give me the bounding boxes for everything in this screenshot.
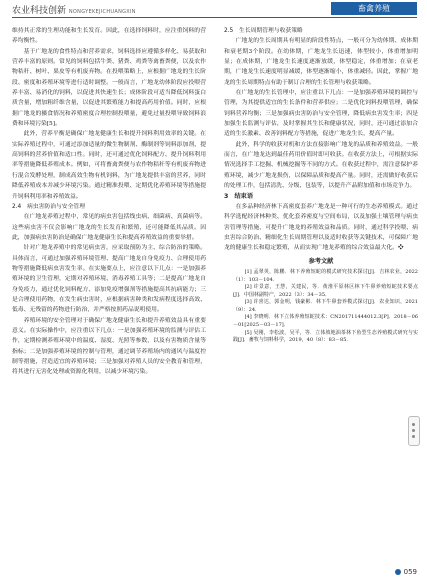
paragraph: 在多品种经济林下高密度套养广地龙是一种可行的生态养殖模式。通过科学选配经济林种类、优化套养密度与空间布局，以及加强土壤管理与病虫害管理等措施，可提升广地龙的养殖效益和品质。同时，通过科学投喂、病虫害综合防治、精细化生长周期管理以及适时收获等关键技术，可保障广地龙的健康生长和稳定繁殖，从而实现广地龙养殖的综合效益最大化。❖ xyxy=(224,203,418,252)
reference-item: [5] 吴刚，李松波，吴平，等．立体坡地油茶林下鱼型生态养殖模式研究与实践[J]．畜牧与饲料科学，2019，40（8）：83－85． xyxy=(233,329,418,344)
left-column xyxy=(12,26,206,378)
references-heading: 参考文献 xyxy=(308,257,334,265)
paragraph: 养殖环境的安全管理对于确保广地龙健康生长和提升养殖效益具有重要意义。在实际操作中，应注重以下几点：一是加强养殖环境的监测与评估工作，定期检测养殖环境中的温度、湿度、光照等参数，以及有害物质含量等指标；二是加强养殖环境的控制与管理，通过调节养殖场内的通风与温度控制等措施，营造适宜的养殖环境；三是加强对养殖人员的安全教育和管理，将其进行无害化处理或资源化利用，以减少环境污染。 xyxy=(12,317,206,376)
reference-item: [1] 孟翠英，陈鹏．林下养殖短蛇的模式研究技术探讨[J]．吉林农业，2022（1）：103－104． xyxy=(233,268,418,283)
reference-item: [2] 许景意，王慧，关建民，等．黄淮平原林区林下牛鼻养殖短蛇技术要点[J]．中国林副特产，2022（3）：34－35． xyxy=(233,284,418,298)
paragraph: 维持其正常的生理功能和生长发育。因此，在选择饲料时，应注重饲料的营养均衡性。 xyxy=(12,28,206,45)
journal-name: 农业科技创新 xyxy=(12,6,67,16)
paragraph: 基于广地龙的食性特点和营养需求，饲料选择应遵循多样化、易获取和营养丰富的原则。常见的饲料包括牛粪、猪粪、鸡粪等禽畜粪便，以及农作物秸秆、树叶、果皮等有机废弃物。在投喂策略上，应根据广地龙的生长阶段、密度和养殖环境等进行适时调整。一般而言，广地龙幼体阶段应投喂营养丰富、易消化的饲料，以促进其快速生长；成体阶段可适当降低饲料蛋白质含量，增加粗纤维含量，以促进其繁殖能力和提高药用价值。同时，应根据广地龙的摄食情况和养殖密度合理控制投喂量，避免过量投喂导致饲料浪费和环境污染[5]。 xyxy=(12,48,206,128)
paragraph: 此外，营养平衡是确保广地龙健康生长和提升饲料利用效率的关键。在实际养殖过程中，可通过添加适量的微生物制剂、酶制剂等饲料添加剂，提高饲料的营养价值和适口性。同时，还可通过优化饲料配方、提升饲料利用率等措施降低养殖成本。例如，可将畜禽粪便与农作物秸秆等有机废弃物进行混合发酵处理，制成高效生物有机饲料，为广地龙提供丰富的营养，同时降低养殖成本并减少环境污染。通过精准投喂、定期优化养殖环境等措施提升饲料利用率和养殖效益。 xyxy=(12,131,206,200)
section-tag: 畜禽养殖 xyxy=(331,2,417,15)
paragraph: 在广地龙养殖过程中，常见的病虫害包括线虫病、细菌病、真菌病等。这些病虫害不仅会影响广地龙的生长发育和繁殖，还可能降低其品质。因此，加强病虫害防治是确保广地龙健康生长和提高养殖效益的重要举措。 xyxy=(12,214,206,241)
right-column xyxy=(224,26,418,345)
paragraph: 此外，科学的收获对机和方法直接影响广地龙的品质和养殖效益。一般而言，在广地龙达到最佳药用价值时即可收获。在收获方法上，可根据实际情况选择手工挖掘、机械挖掘等不同的方式。在收获过程中，需注意保护养殖环境，减少广地龙损伤，以保障品质和提高产量。同时，还需做好收获后的处理工作，包括清洗、分级、包装等，以提升产品附加值和市场竞争力。 xyxy=(224,141,418,190)
reference-item: [4] 李晓明．林下立体养殖短蛇技术：CN201711444012.3[P]．2018－06－01[2025－03－17]． xyxy=(233,314,418,329)
paragraph: 广地龙的生长周期具有明显的阶段性特点，一般可分为幼体期、成体期和衰老期3个阶段。在幼体期，广地龙生长迅速，体型较小，体重增加明显；在成体期，广地龙生长速度逐渐放缓，体型稳定，体重增加；在衰老期，广地龙生长速度明显减缓，体型逐渐缩小，体重减轻。因此，掌握广地龙的生长周期特点有助于制订合理的生长管理与收获策略。 xyxy=(224,38,418,86)
journal-header xyxy=(12,3,136,16)
page-number-text: 059 xyxy=(403,568,417,576)
section-heading-conclusion: 3 结束语 xyxy=(224,192,254,200)
header-divider xyxy=(12,17,417,18)
section-heading-2-4: 2.4 病虫害防治与安全管理 xyxy=(12,203,85,210)
page-marker-icon xyxy=(395,569,401,575)
scroll-handle[interactable] xyxy=(408,416,420,446)
paragraph: 针对广地龙养殖中的常见病虫害，应采取预防为主、综合防治的策略。具体而言，可通过加强养殖环境管理、提高广地龙自身免疫力、合理使用药物等措施降低病虫害发生率。在实施要点上，应注意以下几点：一是加强养殖环境的卫生管理，定期对养殖环境、消毒养殖工具等；二是提高广地龙自身免疫力，通过优化饲料配方、添加免疫增强剂等措施提高其抗病能力；三是合理使用药物，在发生病虫害时，应根据病害种类和发病程度选择高效、低毒、无残留的药物进行防治，并严格按照药品说明使用。 xyxy=(12,245,206,314)
section-heading-2-5: 2.5 生长周期管理与收获策略 xyxy=(224,28,303,34)
page-number xyxy=(395,568,417,576)
paragraph: 在广地龙的生长管理中，应注重以下几点：一是加强养殖环境的调控与管理，为其提供适宜的生长条件和营养供应；二是优化饲料投喂管理，确保饲料营养均衡；三是加强病虫害防治与安全管理，降低病虫害发生率；四是加强生长监测与评估，及时掌握其生长和健康状况，同时，还可通过添加合适的生长激素、改善饲料配方等措施，促进广地龙生长，提高产量。 xyxy=(224,90,418,138)
reference-item: [3] 许喜达，郭金明，钱豪彬．林下牛鼻套养模式探讨[J]．农业知识，2021（9）：24． xyxy=(233,299,418,313)
journal-pinyin: NONGYEKEJICHUANGXIN xyxy=(68,9,136,15)
